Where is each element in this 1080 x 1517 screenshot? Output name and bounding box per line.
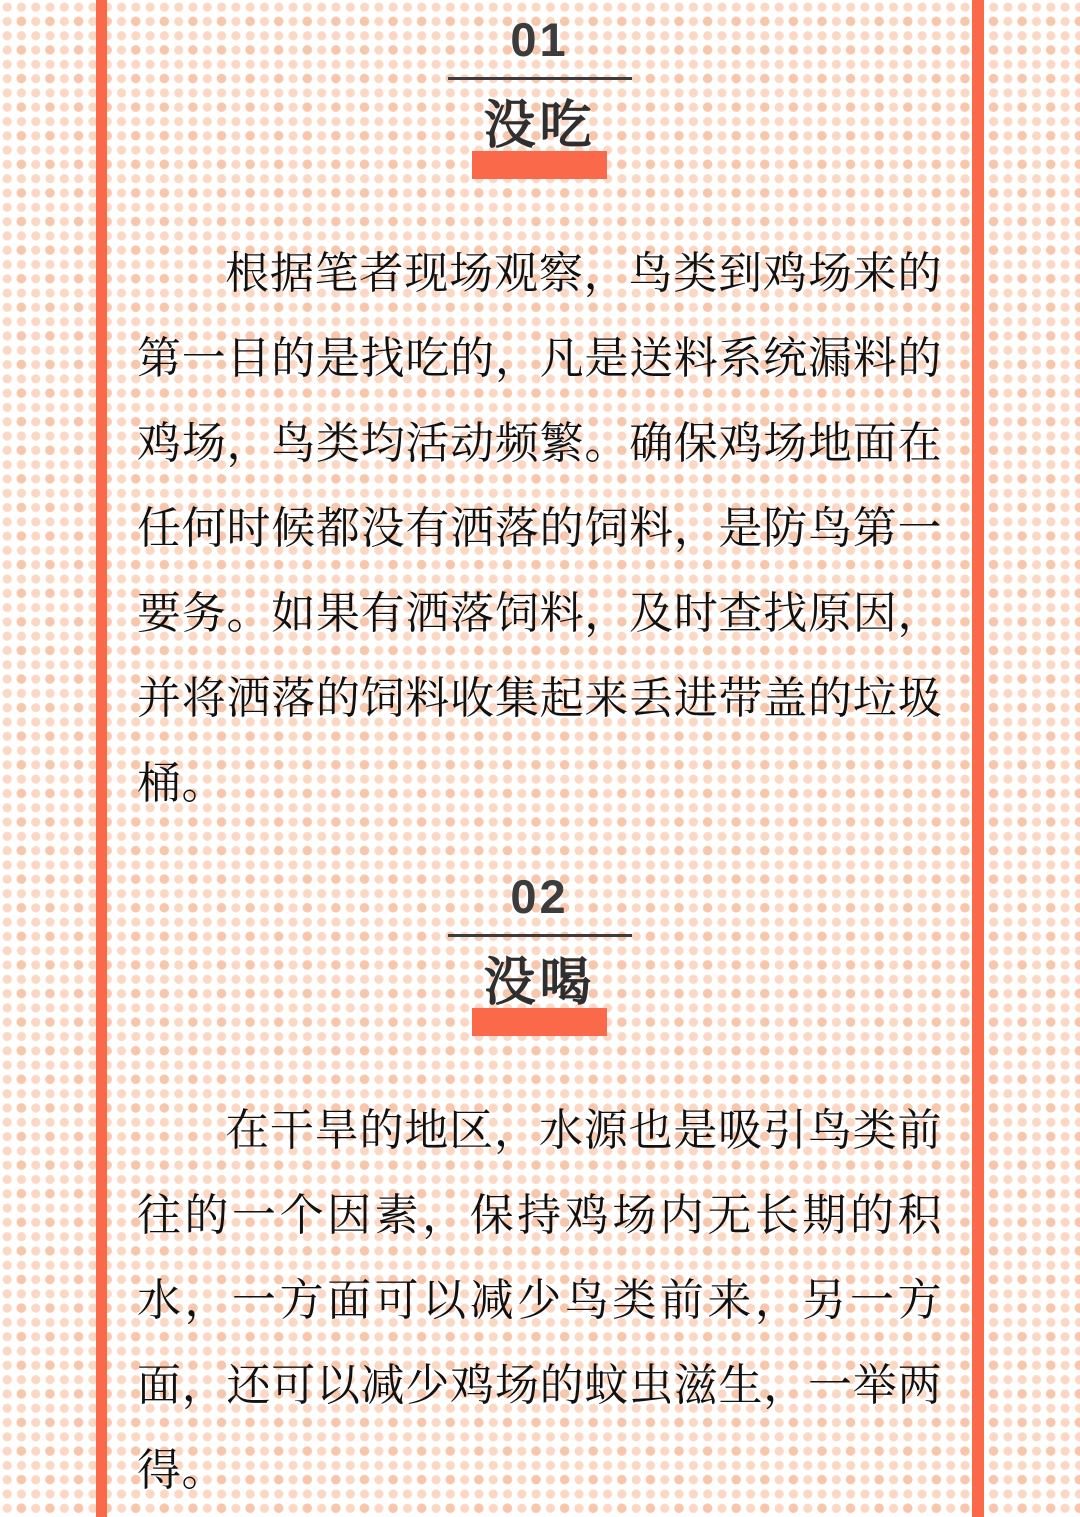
left-accent-bar [96,0,107,1517]
section-title [483,97,595,168]
right-accent-bar [972,0,984,1517]
section-divider [448,77,632,80]
title-highlight [472,1008,606,1036]
section-title-row [107,97,972,155]
title-text: 没喝 [483,954,596,1012]
section-02-header [107,870,972,1012]
section-divider [448,934,632,937]
section-title-row [107,954,972,1012]
body-paragraph: 根据笔者现场观察，鸟类到鸡场来的第一目的是找吃的，凡是送料系统漏料的鸡场，鸟类均活动频繁。确保鸡场地面在任何时候都没有洒落的饲料，是防鸟第一要务。如果有洒落饲料，及时查找原因，并将洒落的饲料收集起来丢进带盖的垃圾桶。 [137,249,942,808]
section-number: 01 [510,13,569,66]
title-text: 没吃 [483,97,596,155]
body-paragraph: 在干旱的地区，水源也是吸引鸟类前往的一个因素，保持鸡场内无长期的积水，一方面可以减少鸟类前来，另一方面，还可以减少鸡场的蚊虫滋生，一举两得。 [137,1106,942,1495]
section-01-header [107,13,972,155]
section-title [483,954,595,1025]
title-highlight [472,151,606,179]
article-content [107,0,972,1517]
section-number: 02 [510,870,569,923]
